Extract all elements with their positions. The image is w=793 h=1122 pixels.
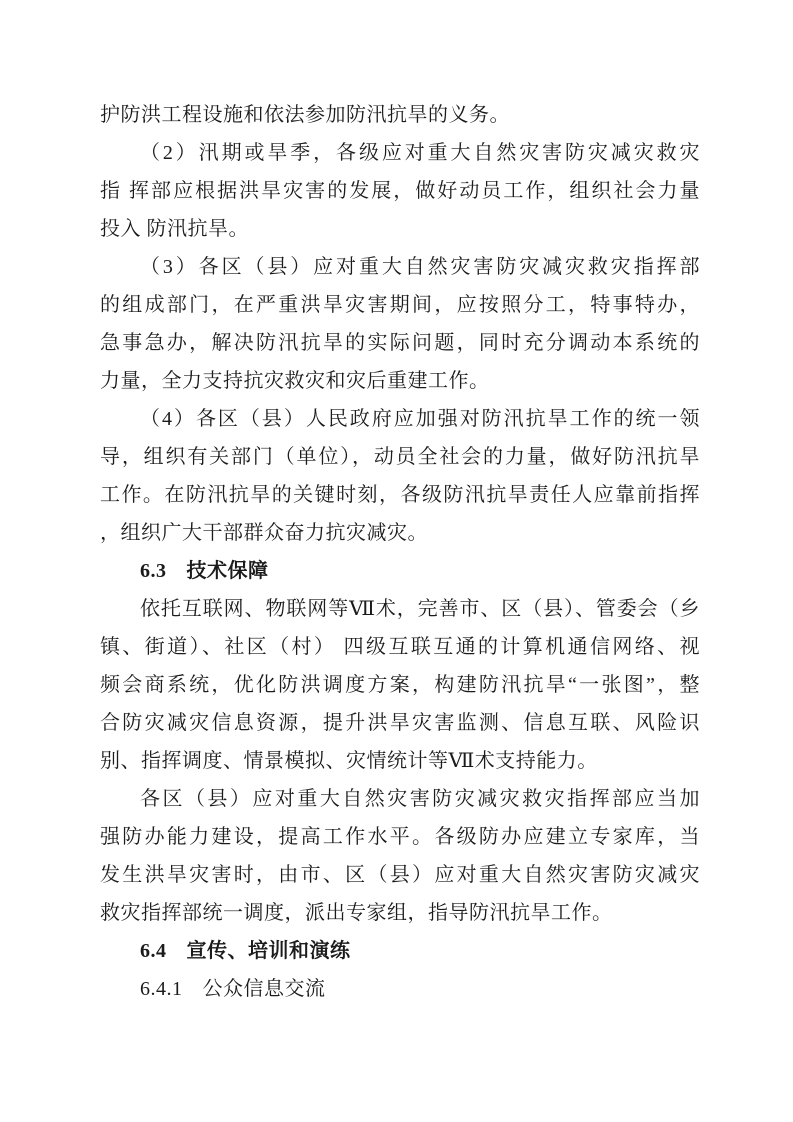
- paragraph-tech-support-2: [100, 780, 700, 932]
- text-line: 投入 防汛抗旱。: [100, 218, 249, 240]
- text-line: （3）各区（县）应对重大自然灾害防灾减灾救灾指挥部: [140, 256, 700, 278]
- section-heading-6-4: [100, 932, 700, 970]
- text-line: （4）各区（县）人民政府应加强对防汛抗旱工作的统一领: [140, 408, 700, 430]
- section-number: 6.3: [140, 560, 167, 582]
- text-line: （2）汛期或旱季，各级应对重大自然灾害防灾减灾救灾: [140, 142, 700, 164]
- section-heading-6-3: [100, 552, 700, 590]
- section-number: 6.4: [140, 940, 167, 962]
- text-line: 导，组织有关部门（单位），动员全社会的力量，做好防汛抗旱: [100, 446, 700, 468]
- section-title: 宣传、培训和演练: [186, 940, 351, 962]
- section-title: 公众信息交流: [202, 978, 326, 1000]
- text-line: 护防洪工程设施和依法参加防汛抗旱的义务。: [100, 104, 510, 126]
- text-line: 指 挥部应根据洪旱灾害的发展，做好动员工作，组织社会力量: [100, 180, 700, 202]
- text-line: 工作。在防汛抗旱的关键时刻，各级防汛抗旱责任人应靠前指挥: [100, 484, 700, 506]
- paragraph-tech-support-1: [100, 590, 700, 780]
- section-title: 技术保障: [186, 560, 269, 582]
- paragraph-continuation: [100, 96, 700, 134]
- paragraph-item-2: [100, 134, 700, 248]
- text-line: 频会商系统，优化防洪调度方案，构建防汛抗旱“一张图”，整: [100, 674, 700, 696]
- section-heading-6-4-1: [100, 970, 700, 1008]
- text-line: 各区（县）应对重大自然灾害防灾减灾救灾指挥部应当加: [140, 788, 700, 810]
- text-line: 别、指挥调度、情景模拟、灾情统计等Ⅶ术支持能力。: [100, 750, 598, 772]
- text-line: 救灾指挥部统一调度，派出专家组，指导防汛抗旱工作。: [100, 902, 613, 924]
- text-line: 依托互联网、物联网等Ⅶ术，完善市、区（县）、管委会（乡: [140, 598, 700, 620]
- paragraph-item-4: [100, 400, 700, 552]
- document-content: [100, 96, 700, 1008]
- text-line: 发生洪旱灾害时，由市、区（县）应对重大自然灾害防灾减灾: [100, 864, 700, 886]
- text-line: 强防办能力建设，提高工作水平。各级防办应建立专家库，当: [100, 826, 700, 848]
- paragraph-item-3: [100, 248, 700, 400]
- text-line: 合防灾减灾信息资源，提升洪旱灾害监测、信息互联、风险识: [100, 712, 700, 734]
- section-number: 6.4.1: [140, 978, 183, 1000]
- text-line: 镇、街道）、社区（村） 四级互联互通的计算机通信网络、视: [100, 636, 700, 658]
- text-line: 力量，全力支持抗灾救灾和灾后重建工作。: [100, 370, 490, 392]
- text-line: 急事急办，解决防汛抗旱的实际问题，同时充分调动本系统的: [100, 332, 700, 354]
- text-line: 的组成部门，在严重洪旱灾害期间，应按照分工，特事特办，: [100, 294, 700, 316]
- text-line: ，组织广大干部群众奋力抗灾减灾。: [100, 522, 428, 544]
